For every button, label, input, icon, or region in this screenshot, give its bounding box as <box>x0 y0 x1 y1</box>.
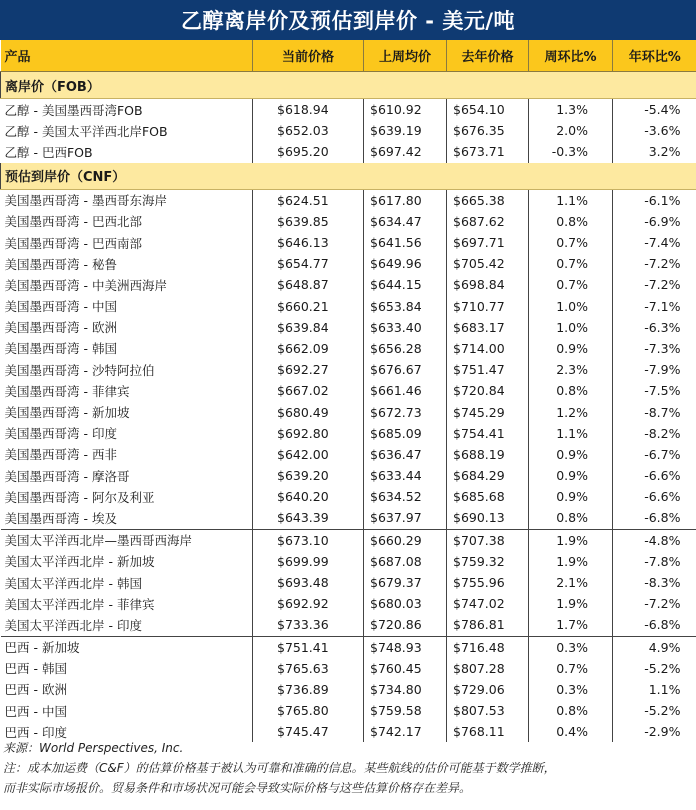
cell-yoy-change: -6.9% <box>613 211 696 232</box>
cell-last-year-price: $707.38 <box>447 529 529 551</box>
table-row <box>1 700 696 721</box>
cell-product: 巴西 - 中国 <box>4 703 67 719</box>
cell-wow-change: 0.7% <box>529 253 613 274</box>
cell-current-price: $660.21 <box>253 296 364 317</box>
header-product: 产品 <box>1 40 253 72</box>
cell-current-price: $695.20 <box>253 141 364 162</box>
cell-wow-change: 0.9% <box>529 465 613 486</box>
cell-current-price: $662.09 <box>253 338 364 359</box>
section-row-cnf <box>1 163 696 190</box>
cell-last-week-avg: $633.40 <box>364 317 447 338</box>
cell-product: 美国墨西哥湾 - 巴西北部 <box>4 214 142 230</box>
cell-last-week-avg: $720.86 <box>364 614 447 636</box>
cell-yoy-change: -7.2% <box>613 253 696 274</box>
header-current-price: 当前价格 <box>253 40 364 72</box>
cell-yoy-change: -7.4% <box>613 232 696 253</box>
header-last-week-avg: 上周均价 <box>364 40 447 72</box>
cell-wow-change: 1.9% <box>529 551 613 572</box>
cell-last-year-price: $807.28 <box>447 658 529 679</box>
cell-current-price: $765.80 <box>253 700 364 721</box>
cell-product: 美国太平洋西北岸 - 菲律宾 <box>4 596 155 612</box>
cell-yoy-change: -7.5% <box>613 380 696 401</box>
cell-product: 美国墨西哥湾 - 中美洲西海岸 <box>4 277 167 293</box>
cell-last-week-avg: $639.19 <box>364 120 447 141</box>
cell-product: 美国墨西哥湾 - 中国 <box>4 299 117 315</box>
table-row <box>1 317 696 338</box>
cell-current-price: $692.27 <box>253 359 364 380</box>
cell-last-year-price: $714.00 <box>447 338 529 359</box>
cell-current-price: $648.87 <box>253 274 364 295</box>
cell-last-week-avg: $617.80 <box>364 189 447 211</box>
cell-last-week-avg: $759.58 <box>364 700 447 721</box>
cell-current-price: $693.48 <box>253 572 364 593</box>
cell-last-week-avg: $679.37 <box>364 572 447 593</box>
cell-current-price: $745.47 <box>253 721 364 742</box>
cell-last-week-avg: $636.47 <box>364 444 447 465</box>
cell-current-price: $667.02 <box>253 380 364 401</box>
cell-product: 巴西 - 印度 <box>4 724 67 740</box>
cell-current-price: $751.41 <box>253 636 364 658</box>
cell-wow-change: 1.0% <box>529 317 613 338</box>
cell-last-week-avg: $760.45 <box>364 658 447 679</box>
table-row <box>1 232 696 253</box>
cell-wow-change: 0.7% <box>529 658 613 679</box>
cell-last-year-price: $690.13 <box>447 507 529 529</box>
cell-last-week-avg: $672.73 <box>364 401 447 422</box>
cell-last-year-price: $710.77 <box>447 296 529 317</box>
cell-last-year-price: $665.38 <box>447 189 529 211</box>
cell-yoy-change: 4.9% <box>613 636 696 658</box>
table-body <box>1 72 696 743</box>
table-row <box>1 486 696 507</box>
table-row <box>1 423 696 444</box>
cell-product: 乙醇 - 巴西FOB <box>4 144 93 160</box>
cell-current-price: $640.20 <box>253 486 364 507</box>
cell-current-price: $699.99 <box>253 551 364 572</box>
cell-current-price: $639.84 <box>253 317 364 338</box>
cell-product: 巴西 - 韩国 <box>4 661 67 677</box>
cell-last-week-avg: $633.44 <box>364 465 447 486</box>
cell-current-price: $680.49 <box>253 401 364 422</box>
cell-yoy-change: -6.3% <box>613 317 696 338</box>
cell-wow-change: 0.7% <box>529 274 613 295</box>
cell-product: 美国墨西哥湾 - 西非 <box>4 447 117 463</box>
cell-yoy-change: -7.2% <box>613 274 696 295</box>
cell-last-year-price: $759.32 <box>447 551 529 572</box>
cell-wow-change: 0.3% <box>529 679 613 700</box>
cell-yoy-change: -3.6% <box>613 120 696 141</box>
cell-product: 美国墨西哥湾 - 沙特阿拉伯 <box>4 362 155 378</box>
cell-yoy-change: -7.1% <box>613 296 696 317</box>
disclaimer-line-2: 而非实际市场报价。贸易条件和市场状况可能会导致实际价格与这些估算价格存在差异。 <box>3 781 472 795</box>
cell-wow-change: 0.4% <box>529 721 613 742</box>
cell-yoy-change: -4.8% <box>613 529 696 551</box>
cell-wow-change: 1.1% <box>529 423 613 444</box>
cell-wow-change: 1.9% <box>529 593 613 614</box>
cell-product: 美国墨西哥湾 - 埃及 <box>4 510 117 526</box>
cell-last-year-price: $754.41 <box>447 423 529 444</box>
cell-last-year-price: $687.62 <box>447 211 529 232</box>
table-row <box>1 614 696 636</box>
cell-product: 美国太平洋西北岸—墨西哥西海岸 <box>1 529 253 551</box>
cell-product: 乙醇 - 美国墨西哥湾FOB <box>4 102 143 118</box>
cell-last-week-avg: $641.56 <box>364 232 447 253</box>
cell-last-year-price: $716.48 <box>447 636 529 658</box>
table-row <box>1 253 696 274</box>
table-row <box>1 338 696 359</box>
table-title: 乙醇离岸价及预估到岸价 - 美元/吨 <box>0 0 696 40</box>
cell-last-year-price: $683.17 <box>447 317 529 338</box>
cell-last-year-price: $807.53 <box>447 700 529 721</box>
cell-product: 巴西 - 欧洲 <box>4 682 67 698</box>
cell-yoy-change: -7.8% <box>613 551 696 572</box>
cell-last-week-avg: $685.09 <box>364 423 447 444</box>
cell-yoy-change: -6.6% <box>613 486 696 507</box>
cell-last-year-price: $786.81 <box>447 614 529 636</box>
cell-last-year-price: $768.11 <box>447 721 529 742</box>
header-row <box>1 40 696 72</box>
cell-last-year-price: $755.96 <box>447 572 529 593</box>
cell-current-price: $654.77 <box>253 253 364 274</box>
cell-last-week-avg: $661.46 <box>364 380 447 401</box>
table-row <box>1 401 696 422</box>
cell-product: 巴西 - 新加坡 <box>1 636 253 658</box>
cell-last-year-price: $684.29 <box>447 465 529 486</box>
cell-current-price: $692.80 <box>253 423 364 444</box>
table-row <box>1 658 696 679</box>
cell-current-price: $639.85 <box>253 211 364 232</box>
cell-yoy-change: -8.7% <box>613 401 696 422</box>
cell-product: 美国太平洋西北岸 - 韩国 <box>4 575 142 591</box>
cell-current-price: $642.00 <box>253 444 364 465</box>
table-row <box>1 141 696 162</box>
cell-yoy-change: -7.2% <box>613 593 696 614</box>
cell-last-year-price: $688.19 <box>447 444 529 465</box>
cell-product: 美国太平洋西北岸 - 印度 <box>4 617 142 633</box>
cell-wow-change: 2.3% <box>529 359 613 380</box>
cell-last-week-avg: $687.08 <box>364 551 447 572</box>
table-row <box>1 274 696 295</box>
cell-wow-change: -0.3% <box>529 141 613 162</box>
cell-wow-change: 0.8% <box>529 700 613 721</box>
table-row <box>1 551 696 572</box>
cell-current-price: $646.13 <box>253 232 364 253</box>
table-row <box>1 189 696 211</box>
cell-wow-change: 2.1% <box>529 572 613 593</box>
table-row <box>1 679 696 700</box>
cell-last-year-price: $654.10 <box>447 99 529 121</box>
cell-current-price: $624.51 <box>253 189 364 211</box>
table-row <box>1 572 696 593</box>
cell-product: 美国墨西哥湾 - 印度 <box>4 426 117 442</box>
cell-yoy-change: -7.3% <box>613 338 696 359</box>
table-row <box>1 593 696 614</box>
cell-last-year-price: $698.84 <box>447 274 529 295</box>
cell-last-year-price: $673.71 <box>447 141 529 162</box>
cell-last-week-avg: $634.47 <box>364 211 447 232</box>
cell-wow-change: 1.9% <box>529 529 613 551</box>
cell-yoy-change: -2.9% <box>613 721 696 742</box>
cell-last-week-avg: $660.29 <box>364 529 447 551</box>
cell-wow-change: 1.2% <box>529 401 613 422</box>
table-row <box>1 296 696 317</box>
section-row-fob <box>1 72 696 99</box>
section-label-fob: 离岸价（FOB） <box>1 72 696 99</box>
cell-yoy-change: -6.1% <box>613 189 696 211</box>
cell-yoy-change: -5.4% <box>613 99 696 121</box>
cell-wow-change: 0.9% <box>529 486 613 507</box>
table-row <box>1 99 696 121</box>
cell-yoy-change: -8.3% <box>613 572 696 593</box>
header-yoy-change: 年环比% <box>613 40 696 72</box>
cell-product: 美国墨西哥湾 - 韩国 <box>4 341 117 357</box>
cell-product: 美国墨西哥湾 - 巴西南部 <box>4 235 142 251</box>
table-row <box>1 636 696 658</box>
cell-current-price: $765.63 <box>253 658 364 679</box>
cell-wow-change: 0.9% <box>529 444 613 465</box>
cell-last-year-price: $745.29 <box>447 401 529 422</box>
cell-product: 美国墨西哥湾 - 欧洲 <box>4 320 117 336</box>
cell-yoy-change: -7.9% <box>613 359 696 380</box>
table-row <box>1 507 696 529</box>
cell-last-week-avg: $653.84 <box>364 296 447 317</box>
table-row <box>1 380 696 401</box>
cell-last-week-avg: $676.67 <box>364 359 447 380</box>
cell-product: 美国墨西哥湾 - 阿尔及利亚 <box>4 489 155 505</box>
footnotes <box>3 738 693 798</box>
cell-last-week-avg: $680.03 <box>364 593 447 614</box>
cell-current-price: $643.39 <box>253 507 364 529</box>
cell-current-price: $736.89 <box>253 679 364 700</box>
cell-last-week-avg: $637.97 <box>364 507 447 529</box>
cell-product: 美国墨西哥湾 - 新加坡 <box>4 405 130 421</box>
table-row <box>1 211 696 232</box>
cell-yoy-change: -8.2% <box>613 423 696 444</box>
cell-yoy-change: -6.8% <box>613 507 696 529</box>
cell-product: 乙醇 - 美国太平洋西北岸FOB <box>4 123 168 139</box>
cell-last-week-avg: $697.42 <box>364 141 447 162</box>
source-note: 来源：World Perspectives, Inc. <box>3 741 184 755</box>
cell-current-price: $692.92 <box>253 593 364 614</box>
price-table <box>0 40 696 742</box>
cell-product: 美国墨西哥湾 - 墨西哥东海岸 <box>4 193 167 209</box>
cell-current-price: $673.10 <box>253 529 364 551</box>
cell-last-week-avg: $649.96 <box>364 253 447 274</box>
cell-yoy-change: -5.2% <box>613 700 696 721</box>
cell-product: 美国墨西哥湾 - 摩洛哥 <box>4 468 130 484</box>
table-row <box>1 444 696 465</box>
cell-last-week-avg: $610.92 <box>364 99 447 121</box>
cell-product: 美国墨西哥湾 - 菲律宾 <box>4 383 130 399</box>
cell-wow-change: 0.8% <box>529 211 613 232</box>
cell-wow-change: 1.1% <box>529 189 613 211</box>
cell-last-year-price: $705.42 <box>447 253 529 274</box>
cell-wow-change: 0.8% <box>529 380 613 401</box>
cell-yoy-change: -5.2% <box>613 658 696 679</box>
table-row <box>1 465 696 486</box>
cell-yoy-change: -6.7% <box>613 444 696 465</box>
cell-wow-change: 0.7% <box>529 232 613 253</box>
cell-last-year-price: $676.35 <box>447 120 529 141</box>
cell-last-year-price: $747.02 <box>447 593 529 614</box>
cell-last-week-avg: $656.28 <box>364 338 447 359</box>
disclaimer-line-1: 注：成本加运费（C&F）的估算价格基于被认为可靠和准确的信息。某些航线的估价可能基于数学推断， <box>3 761 556 775</box>
header-wow-change: 周环比% <box>529 40 613 72</box>
cell-last-week-avg: $742.17 <box>364 721 447 742</box>
cell-last-year-price: $697.71 <box>447 232 529 253</box>
cell-product: 美国太平洋西北岸 - 新加坡 <box>4 554 155 570</box>
header-last-year-price: 去年价格 <box>447 40 529 72</box>
cell-wow-change: 1.0% <box>529 296 613 317</box>
cell-wow-change: 2.0% <box>529 120 613 141</box>
cell-last-year-price: $720.84 <box>447 380 529 401</box>
cell-wow-change: 0.9% <box>529 338 613 359</box>
cell-last-year-price: $729.06 <box>447 679 529 700</box>
table-row <box>1 120 696 141</box>
cell-current-price: $639.20 <box>253 465 364 486</box>
cell-yoy-change: -6.6% <box>613 465 696 486</box>
cell-current-price: $733.36 <box>253 614 364 636</box>
cell-wow-change: 1.3% <box>529 99 613 121</box>
table-row <box>1 529 696 551</box>
cell-yoy-change: -6.8% <box>613 614 696 636</box>
cell-yoy-change: 3.2% <box>613 141 696 162</box>
cell-last-week-avg: $748.93 <box>364 636 447 658</box>
cell-wow-change: 1.7% <box>529 614 613 636</box>
cell-last-week-avg: $644.15 <box>364 274 447 295</box>
cell-current-price: $652.03 <box>253 120 364 141</box>
cell-last-year-price: $685.68 <box>447 486 529 507</box>
table-row <box>1 359 696 380</box>
cell-last-year-price: $751.47 <box>447 359 529 380</box>
cell-last-week-avg: $634.52 <box>364 486 447 507</box>
cell-last-week-avg: $734.80 <box>364 679 447 700</box>
cell-wow-change: 0.8% <box>529 507 613 529</box>
cell-product: 美国墨西哥湾 - 秘鲁 <box>4 256 117 272</box>
cell-yoy-change: 1.1% <box>613 679 696 700</box>
cell-current-price: $618.94 <box>253 99 364 121</box>
section-label-cnf: 预估到岸价（CNF） <box>1 163 696 190</box>
cell-wow-change: 0.3% <box>529 636 613 658</box>
